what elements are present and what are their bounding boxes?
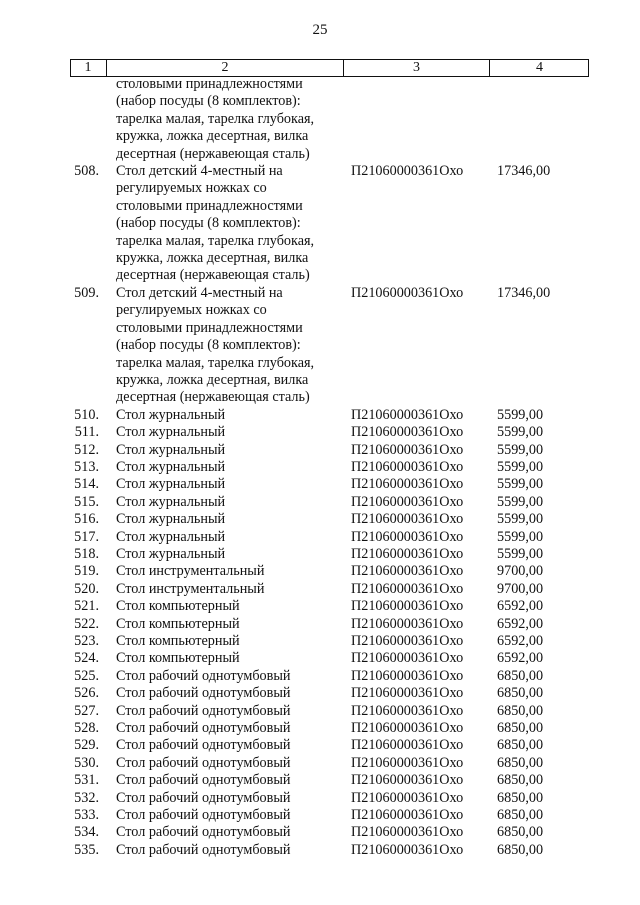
table-row: [70, 476, 589, 493]
row-code: П21060000361Охо: [351, 667, 464, 684]
page-number: 25: [312, 22, 328, 38]
header-col-1: 1: [84, 60, 92, 75]
row-name: Стол рабочий однотумбовый: [116, 737, 291, 754]
row-name: Стол компьютерный: [116, 615, 240, 632]
row-code: П21060000361Охо: [351, 633, 464, 649]
row-code: П21060000361Охо: [351, 772, 464, 789]
row-price: 6850,00: [497, 824, 544, 841]
row-number: 518.: [74, 545, 99, 562]
row-number: 531.: [74, 772, 99, 789]
row-code: П21060000361Охо: [351, 824, 464, 841]
row-name: Стол журнальный: [116, 545, 226, 562]
row-number: 509.: [74, 284, 99, 301]
row-price: 6850,00: [497, 702, 544, 719]
row-name: Стол журнальный: [116, 528, 226, 545]
table-row: [70, 755, 589, 772]
row-price: 6592,00: [497, 650, 544, 667]
row-number: 515.: [74, 493, 99, 510]
table-row: [70, 650, 589, 667]
row-name: Стол инструментальный: [116, 580, 265, 597]
table-row: [70, 581, 589, 598]
table-row: [70, 790, 589, 807]
table-row: [70, 703, 589, 720]
row-code: П21060000361Охо: [351, 754, 464, 771]
row-number: 508.: [74, 163, 99, 180]
row-code: П21060000361Охо: [351, 493, 464, 510]
table-row: [70, 720, 589, 737]
row-code: П21060000361Охо: [351, 615, 464, 632]
row-name: Стол инструментальный: [116, 563, 265, 580]
row-price: 6850,00: [497, 807, 544, 824]
row-price: 6592,00: [497, 598, 544, 615]
row-code: П21060000361Охо: [351, 406, 464, 423]
row-price: 6850,00: [497, 772, 544, 789]
row-name: Стол рабочий однотумбовый: [116, 754, 291, 771]
row-price: 17346,00: [497, 163, 551, 180]
row-price: 6850,00: [497, 754, 544, 771]
row-price: 5599,00: [497, 441, 544, 458]
continuation-row: [70, 76, 589, 163]
table-row: [70, 529, 589, 546]
row-number: 512.: [74, 441, 99, 458]
row-price: 6850,00: [497, 667, 544, 684]
row-price: 5599,00: [497, 424, 544, 441]
row-code: П21060000361Охо: [351, 528, 464, 545]
row-name: Стол журнальный: [116, 441, 226, 458]
table-row: [70, 546, 589, 563]
row-name: Стол детский 4-местный на регулируемых ножках со столовыми принадлежностями (набор посуды (8 комплектов): тарелка малая, тарелка глубокая, кружка, ложка десертная, вилка десертная (нержавеющая сталь): [116, 163, 315, 284]
row-code: П21060000361Охо: [351, 458, 464, 475]
table-row: [70, 442, 589, 459]
row-name: Стол журнальный: [116, 476, 226, 493]
table-row: [70, 459, 589, 476]
row-price: 17346,00: [497, 284, 551, 301]
row-name: Стол рабочий однотумбовый: [116, 824, 291, 841]
row-code: П21060000361Охо: [351, 720, 464, 737]
row-price: 6850,00: [497, 685, 544, 702]
continuation-text: столовыми принадлежностями (набор посуды (8 комплектов): тарелка малая, тарелка глубокая, кружка, ложка десертная, вилка десертная (нержавеющая сталь): [116, 76, 315, 162]
row-number: 522.: [74, 615, 99, 632]
row-number: 523.: [74, 633, 99, 649]
row-code: П21060000361Охо: [351, 737, 464, 754]
row-number: 516.: [74, 511, 99, 528]
row-code: П21060000361Охо: [351, 424, 464, 441]
table-row: [70, 616, 589, 633]
table-row: [70, 633, 589, 650]
row-name: Стол журнальный: [116, 511, 226, 528]
row-number: 520.: [74, 580, 99, 597]
row-price: 6850,00: [497, 841, 544, 858]
row-name: Стол детский 4-местный на регулируемых ножках со столовыми принадлежностями (набор посуды (8 комплектов): тарелка малая, тарелка глубокая, кружка, ложка десертная, вилка десертная (нержавеющая сталь): [116, 284, 315, 406]
row-code: П21060000361Охо: [351, 685, 464, 702]
row-code: П21060000361Охо: [351, 650, 464, 667]
table-row: [70, 407, 589, 424]
row-code: П21060000361Охо: [351, 580, 464, 597]
row-price: 5599,00: [497, 511, 544, 528]
row-name: Стол рабочий однотумбовый: [116, 720, 291, 737]
row-name: Стол рабочий однотумбовый: [116, 807, 291, 824]
row-number: 525.: [74, 667, 99, 684]
row-number: 528.: [74, 720, 99, 737]
row-price: 5599,00: [497, 406, 544, 423]
row-code: П21060000361Охо: [351, 598, 464, 615]
row-number: 534.: [74, 824, 99, 841]
row-name: Стол журнальный: [116, 493, 226, 510]
row-price: 6592,00: [497, 633, 544, 649]
row-code: П21060000361Охо: [351, 563, 464, 580]
row-price: 6592,00: [497, 615, 544, 632]
table-row: [70, 511, 589, 528]
row-name: Стол компьютерный: [116, 633, 240, 649]
table-row: [70, 598, 589, 615]
table-row: [70, 424, 589, 441]
header-col-3: 3: [413, 60, 420, 75]
row-number: 521.: [74, 598, 99, 615]
row-code: П21060000361Охо: [351, 702, 464, 719]
header-col-4: 4: [536, 60, 543, 75]
row-name: Стол журнальный: [116, 406, 226, 423]
row-number: 519.: [74, 563, 99, 580]
table-row: [70, 563, 589, 580]
row-price: 5599,00: [497, 545, 544, 562]
table-row: [70, 285, 589, 407]
table-row: [70, 685, 589, 702]
row-price: 5599,00: [497, 528, 544, 545]
row-number: 532.: [74, 789, 99, 806]
row-price: 9700,00: [497, 563, 544, 580]
table-row: [70, 737, 589, 754]
row-number: 535.: [74, 841, 99, 858]
table-row: [70, 824, 589, 841]
table-row: [70, 494, 589, 511]
row-price: 5599,00: [497, 493, 544, 510]
row-price: 5599,00: [497, 476, 544, 493]
table-row: [70, 668, 589, 685]
row-name: Стол журнальный: [116, 458, 226, 475]
row-code: П21060000361Охо: [351, 545, 464, 562]
row-name: Стол рабочий однотумбовый: [116, 702, 291, 719]
row-code: П21060000361Охо: [351, 441, 464, 458]
row-name: Стол рабочий однотумбовый: [116, 772, 291, 789]
row-name: Стол рабочий однотумбовый: [116, 841, 291, 858]
table-row: [70, 842, 589, 859]
row-number: 530.: [74, 754, 99, 771]
row-price: 9700,00: [497, 580, 544, 597]
row-name: Стол журнальный: [116, 424, 226, 441]
header-col-2: 2: [221, 60, 229, 75]
row-code: П21060000361Охо: [351, 476, 464, 493]
row-price: 6850,00: [497, 720, 544, 737]
row-price: 5599,00: [497, 458, 544, 475]
row-number: 514.: [74, 476, 99, 493]
row-price: 6850,00: [497, 789, 544, 806]
row-name: Стол компьютерный: [116, 598, 240, 615]
row-name: Стол рабочий однотумбовый: [116, 667, 291, 684]
row-code: П21060000361Охо: [351, 789, 464, 806]
row-name: Стол компьютерный: [116, 650, 240, 667]
row-number: 510.: [74, 406, 99, 423]
row-number: 529.: [74, 737, 99, 754]
row-code: П21060000361Охо: [351, 841, 464, 858]
row-number: 513.: [74, 458, 99, 475]
row-code: П21060000361Охо: [351, 284, 464, 301]
row-number: 517.: [74, 528, 99, 545]
table-row: [70, 807, 589, 824]
row-number: 511.: [74, 424, 99, 441]
row-code: П21060000361Охо: [351, 511, 464, 528]
row-code: П21060000361Охо: [351, 807, 464, 824]
row-price: 6850,00: [497, 737, 544, 754]
row-name: Стол рабочий однотумбовый: [116, 685, 291, 702]
row-number: 527.: [74, 702, 99, 719]
table-row: [70, 772, 589, 789]
row-code: П21060000361Охо: [351, 163, 464, 180]
row-number: 524.: [74, 650, 99, 667]
table-row: [70, 163, 589, 285]
row-number: 533.: [74, 807, 99, 824]
row-name: Стол рабочий однотумбовый: [116, 789, 291, 806]
table-header: [70, 59, 589, 77]
table-body: [70, 76, 589, 859]
row-number: 526.: [74, 685, 99, 702]
